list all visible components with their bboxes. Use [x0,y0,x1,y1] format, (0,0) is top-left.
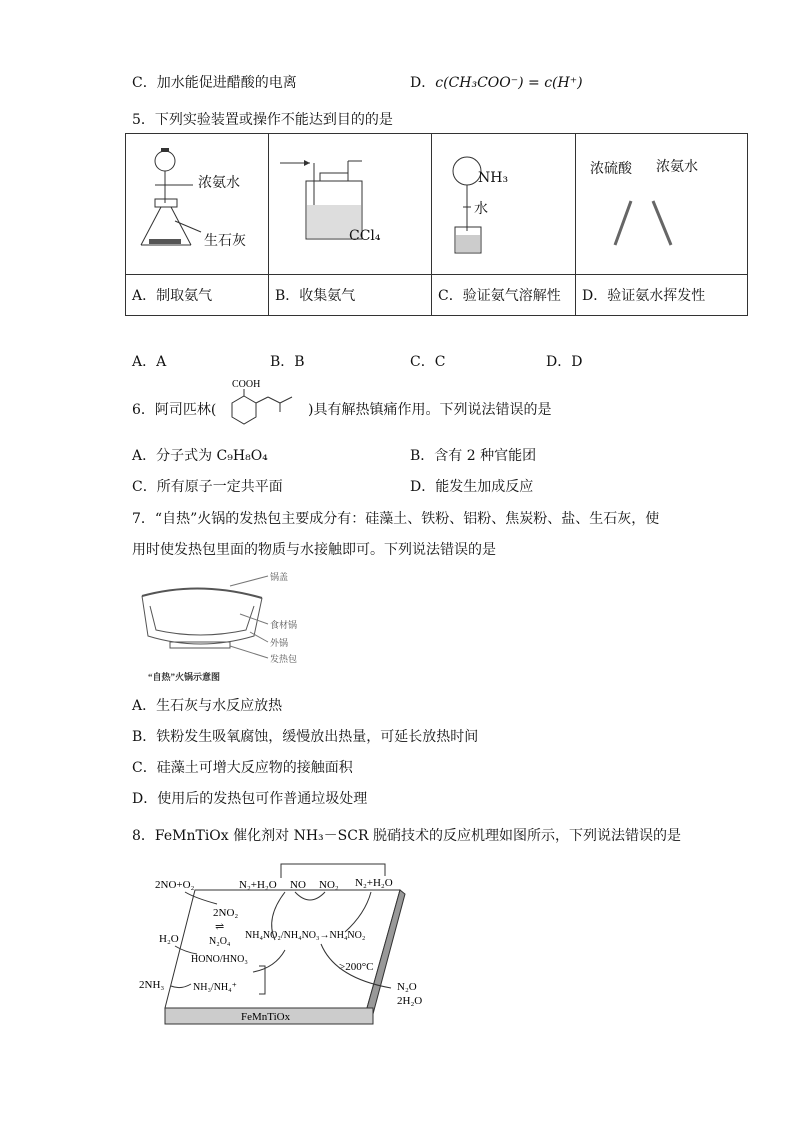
q5-option-c: C．C [410,354,446,370]
q4-option-d-prefix: D． [410,75,436,91]
q7-option-d: D．使用后的发热包可作普通垃圾处理 [132,791,368,807]
aspirin-structure-figure [218,376,308,426]
q5-d-label-ammonia: 浓氨水 [656,159,698,175]
diagram-t16: 2H₂O [397,995,423,1007]
aspirin-cooh-label: COOH [232,379,261,390]
q5-caption-d: D．验证氨水挥发性 [576,275,748,316]
q5-cell-c [432,134,576,275]
q6-option-a: A．分子式为 C₉H₈O₄ [132,448,268,464]
q6-option-d: D．能发生加成反应 [410,479,534,495]
fountain-experiment-figure [433,135,574,269]
q7-stem-line1: 7．“自热”火锅的发热包主要成分有：硅藻土、铁粉、铝粉、焦炭粉、盐、生石灰，使 [132,511,660,527]
q8-stem-suffix: 脱硝技术的反应机理如图所示，下列说法错误的是 [368,828,681,844]
hotpot-caption: “自热”火锅示意图 [148,672,221,682]
q4-option-d-formula: c(CH₃COO⁻) = c(H⁺) [435,75,583,91]
diagram-t9: H₂O [159,933,179,945]
self-heating-hotpot-figure [130,566,310,686]
q5-option-d: D．D [546,354,583,370]
scr-mechanism-diagram [135,858,435,1033]
diagram-t7: ⇌ [215,921,225,933]
hotpot-label-inner-pot: 食材锅 [270,620,298,630]
q5-option-b: B．B [270,354,305,370]
diagram-t8: N₂O₄ [209,936,231,947]
diagram-t1: 2NO+O₂ [155,879,195,891]
diagram-t13: 2NH₃ [139,979,165,991]
q4-option-c: C．加水能促进醋酸的电离 [132,75,297,91]
gas-washing-bottle-figure [270,135,430,269]
diagram-t11: HONO/HNO₃ [191,954,248,965]
q5-caption-a: A．制取氨气 [126,275,269,316]
q6-option-b: B．含有 2 种官能团 [410,448,537,464]
q5-stem: 5．下列实验装置或操作不能达到目的的是 [132,112,393,128]
diagram-t10: NH₄NO₂/NH₄NO₃→NH₄NO₂ [245,930,366,941]
diagram-t4: NO₂ [319,879,339,891]
q6-stem-prefix: 6．阿司匹林( [132,402,217,418]
diagram-t5: N₂+H₂O [355,877,393,889]
hotpot-label-outer-pot: 外锅 [270,638,289,648]
hotpot-label-lid: 锅盖 [270,572,289,582]
q5-b-label-ccl4: CCl₄ [349,228,381,244]
q8-stem-formula: NH₃－SCR [293,828,369,844]
diagram-t2: N₂+H₂O [239,879,277,891]
q8-stem-prefix: 8．FeMnTiOx 催化剂对 [132,828,294,844]
q5-caption-c: C．验证氨气溶解性 [432,275,576,316]
q6-option-c: C．所有原子一定共平面 [132,479,283,495]
q5-cell-a [126,134,269,275]
q5-d-label-acid: 浓硫酸 [590,161,632,177]
hotpot-label-heat-pack: 发热包 [270,654,298,664]
q7-option-a: A．生石灰与水反应放热 [132,698,283,714]
q5-c-label-water: 水 [474,201,488,217]
diagram-t6: 2NO₂ [213,907,239,919]
q5-cell-b [269,134,432,275]
q5-c-label-nh3: NH₃ [478,170,509,186]
diagram-base-label: FeMnTiOx [241,1011,291,1023]
q5-a-label-lime: 生石灰 [204,233,246,249]
q5-option-a: A．A [132,354,167,370]
diagram-t3: NO [290,879,306,891]
q5-caption-b: B．收集氨气 [269,275,432,316]
q7-stem-line2: 用时使发热包里面的物质与水接触即可。下列说法错误的是 [132,542,496,558]
q5-table [125,133,748,316]
q7-option-c: C．硅藻土可增大反应物的接触面积 [132,760,353,776]
q7-option-b: B．铁粉发生吸氧腐蚀，缓慢放出热量，可延长放热时间 [132,729,479,745]
separatory-funnel-flask-figure [127,135,267,269]
q5-a-label-ammonia: 浓氨水 [198,175,240,191]
diagram-t15: N₂O [397,981,417,993]
q6-stem-suffix: )具有解热镇痛作用。下列说法错误的是 [308,402,552,418]
diagram-t12: >200°C [339,961,374,973]
q5-cell-d [576,134,748,275]
diagram-t14: NH₃/NH₄⁺ [193,982,237,993]
q4-option-d [410,72,583,92]
q8-stem [132,825,681,845]
